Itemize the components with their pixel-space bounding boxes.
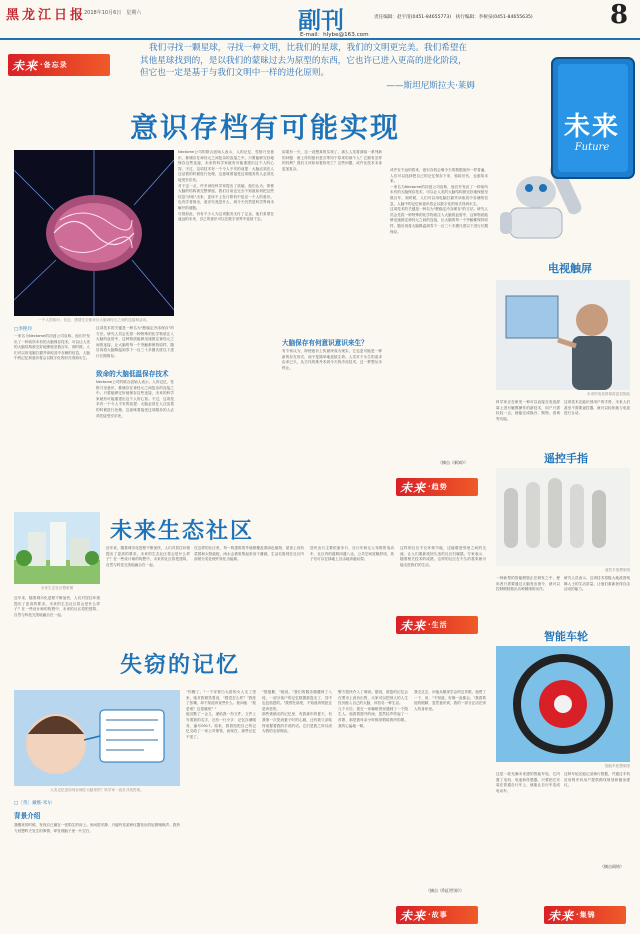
robot-screen-text: 未来 — [563, 112, 620, 142]
quote-text: 我们寻找一颗星球，寻找一种文明，比我们的星球，我们的文明更完美。我们希望在其他星球找到的，是以我们的蒙昧过去为原型的东西，它也许已进入更高的进化阶段，但它也一定是基于与我们文明中一样的进化原则。 — [140, 43, 467, 79]
paragraph: 研究人员表示，这项技术将极大地改善残障人士的生活质量，让他们重新获得自由活动的能力。 — [564, 576, 630, 592]
sidebar-caption-finger: 遥控手指想象图 — [604, 568, 630, 572]
masthead — [0, 0, 640, 38]
article1-title: 意识存档有可能实现 — [129, 111, 400, 144]
tv-touch-icon — [496, 280, 630, 390]
subheading: 背景介绍 — [14, 812, 41, 820]
paragraph: 那些被偷走的记忆里，有我童年的夏天，有我第一次见到妻子时的心跳，还有我父亲临终前握着我的手说的话。它们是我之所以成为我的全部理由。 — [262, 712, 332, 734]
article3-col3 — [338, 690, 408, 926]
tag-future-trend — [396, 478, 478, 496]
paragraph: 这是一款充满未来感的智能车轮，它内置了电机、电池和传感器，只要把它安装在普通自行车上，就能让自行车变成电动车。 — [496, 772, 560, 793]
tag-suffix: ·集锦 — [576, 911, 596, 919]
article2-title: 未来生态社区 — [110, 518, 255, 544]
editor-credits: 责任编辑：赵宇清(0451-84655773) 执行编辑：李树泉(0451-84655635) — [374, 15, 533, 20]
brain-image — [14, 150, 174, 316]
paragraph: 我走过去，问他从哪里学会的这首歌。他愣了一下，说："不知道，好像一直都会。"我看着他的眼睛，忽然意识到，我的一部分正活在别人的身体里。 — [414, 690, 486, 711]
tag-suffix: ·故事 — [428, 911, 448, 919]
paragraph: Nectome公司的联合创始人表示，人的记忆、性格乃至意识，都储存在神经元之间复杂的连接之中。只要能够完好地保存这些连接，未来的科学家就有可能重建出这个人的心智。不过，这项技术有一个令人不安的前提：大脑必须在人还活着的时候进行处理，这意味着接受这项服务的人必须先接受安乐死。 — [96, 380, 174, 418]
article3-col4 — [414, 690, 486, 886]
tag-suffix: ·趋势 — [428, 483, 448, 491]
eco-community-image — [14, 512, 100, 584]
paragraph: 几个月后，我在一家咖啡馆里遇到了一个陌生人。他看着窗外的雨，忽然轻声哼起了一首歌，那是我母亲小时候常唱给我听的歌。我的心猛地一紧。 — [338, 706, 408, 728]
article3-caption: 人类记忆是如何存储在大脑里的？科学家一直在寻找答案。 — [50, 788, 144, 792]
memory-image — [14, 690, 180, 786]
issue-date: 2018年10月6日 星期六 — [84, 10, 142, 16]
paragraph: 科学家正在研发一种可以直接在电视屏幕上进行触摸操作的新技术，用户只需轻轻一点，就能完成换台、购物、查询等功能。 — [496, 400, 560, 421]
paragraph: 一家名为Nectome的初创公司宣称，他们开发出了一种前所未有的大脑保存技术，可以让人类的大脑结构被完好地保留至数百年，到时候，人们可以用电脑扫描并读取其中存储的信息，人脑中的记忆和意识将会以数字化的形式得到永生。 — [390, 184, 488, 206]
brain-icon — [14, 150, 174, 316]
article1-caption: 一个人的知识、信念、感情完全都来自大脑神经元之间的连接和活动。 — [38, 318, 150, 322]
article3-title: 失窃的记忆 — [120, 652, 241, 678]
paragraph: Nectome公司的联合创始人表示，人的记忆、性格乃至意识，都储存在神经元之间复杂的连接之中。只要能够完好地保存这些连接，未来的科学家就有可能重建出这个人的心智。不过，这项技术有一个令人不安的前提：大脑必须在人还活着的时候进行处理，这意味着接受这项服务的人必须先接受安乐死。 — [178, 150, 274, 182]
future-robot-illustration — [496, 42, 640, 242]
tag-future-life — [396, 616, 478, 634]
epigraph-quote — [140, 42, 475, 94]
article1-byline: □李艳玲 — [14, 327, 33, 332]
article1-col3 — [282, 150, 382, 476]
tag-word: 未来 — [12, 58, 39, 73]
newspaper-logo: 黑龙江日报 — [6, 8, 87, 23]
tv-touch-image — [496, 280, 630, 390]
subheading: 大脑保存有何意识意识来生？ — [282, 339, 368, 347]
paragraph: 近年来，随着城市化进程不断加快，人们对居住环境提出了更高的要求。未来的生态社区将会是什么样子？在一些设计师的构想中，未来的社区将把建筑、自然与科技完美地融合在一起。 — [14, 596, 100, 617]
paragraph: 尽管如此，仍有不少人为这项服务支付了定金，他们希望在遥远的未来，自己的意识可以在数字世界中延续下去。 — [178, 211, 274, 222]
paragraph: 这项技术还能识别用户的手势，未来人们甚至不需要遥控器，就可以轻松地与电视进行互动。 — [564, 400, 630, 416]
article3-source: （摘自《科幻世界》） — [426, 888, 464, 893]
sidebar-caption-wheel: 智能车轮想象图 — [604, 764, 630, 768]
sidebar-source: （摘自网络） — [600, 864, 624, 869]
article1-body-lower — [14, 326, 174, 476]
paragraph: 在这样的社区里，每一栋建筑的外墙都覆盖着绿色植物，屋顶上设有菜园和太阳能板，雨水会被收集起来用于灌溉，生活垃圾则在社区内部被分类处理并转化为能源。 — [194, 546, 304, 562]
eco-building-icon — [14, 512, 100, 584]
article1-body-upper — [178, 150, 488, 476]
paragraph: 她沉默了一会儿，递给我一份文件。文件上写着我的名字，还有一行小字：记忆存储服务，编号0917。原来，我曾经把自己的记忆交给了一家公司保管，而现在，那些记忆不见了。 — [186, 712, 256, 739]
tag-future-album — [544, 906, 626, 924]
paragraph: 这样的社区不仅环保节能，还能增进邻里之间的交流，让人们重新找回久违的社区归属感。专家表示，随着相关技术的成熟，这样的社区在不久的将来就可能走进我们的生活。 — [400, 546, 486, 567]
sidebar — [492, 250, 634, 930]
finger-image — [496, 468, 630, 566]
article2-caption: 未来生态社区想象图 — [40, 586, 74, 590]
tag-future-story — [396, 906, 478, 924]
robot-screen-subtext: Future — [574, 142, 610, 153]
paragraph: 警方很快介入了调查。据说，被盗的记忆会在黑市上高价出售，买家可以把别人的人生经历植入自己的大脑，体验另一种生活。 — [338, 690, 408, 706]
paragraph: 如果有一天，这一设想真的实现了，那么人类将面临一系列新的问题：被上传的意识是否等同于原来的那个人？它拥有怎样的权利？我们又该如何看待死亡？这些问题，或许比技术本身更加复杂。 — [282, 150, 382, 171]
article1-source: （摘自《新知》） — [438, 460, 468, 465]
wheel-image — [496, 646, 630, 762]
paragraph: 这项技术的关键是一种名为"醛稳定冷冻保存"的方法。研究人员会先将一种特殊的化学物质注入大脑的血管中，这种物质能够迅速固定神经元之间的连接，让大脑的每一个突触都保持原样，随后再将大脑降温到零下一百三十多摄氏度以下进行长期保存。 — [390, 207, 488, 234]
quote-author: ——斯坦尼斯拉夫·莱姆 — [386, 80, 475, 91]
paragraph: 近年来，随着城市化进程不断加快，人们对居住环境提出了更高的要求。未来的生态社区将会是什么样子？在一些设计师的构想中，未来的社区将把建筑、自然与科技完美地融合在一起。 — [106, 546, 190, 567]
article3-intro — [14, 800, 180, 930]
tag-word: 未来 — [548, 908, 575, 923]
paragraph: 我醒来的时候，发现自己躺在一张陌生的床上。房间很安静，只能听见某种仪器发出的轻微嗡嗡声。我努力回想昨天发生的事情，却发现脑子里一片空白。 — [14, 823, 180, 833]
paragraph: 一家名为Nectome的初创公司宣称，他们开发出了一种前所未有的大脑保存技术，可以让人类的大脑结构被完好地保留至数百年，到时候，人们可以用电脑扫描并读取其中存储的信息，人脑中的记忆和意识将会以数字化的形式得到永生。 — [14, 334, 90, 361]
paragraph: 对于这一点，许多神经科学家提出了质疑。他们认为，即使大脑的结构被完整保留，我们目前也完全不知道如何把这些信息"读取"出来，更谈不上在计算机中复活一个人的意识。也有学者指出，意识究竟是什么，到今天仍然是科学界尚未解开的谜题。 — [178, 183, 274, 210]
tag-word: 未来 — [400, 618, 427, 633]
paragraph: "你醒了。"一个穿着白大褂的女人走了进来，她对我微笑着说，"感觉怎么样？"我张了张嘴，却不知道该说些什么。我问她："我是谁？这是哪里？" — [186, 690, 256, 711]
article3-col2 — [262, 690, 332, 926]
article3-body — [186, 690, 486, 930]
paragraph: 居民出行主要依靠步行、自行车和无人驾驶的电动车，社区内的道路四通八达，公共空间宽敞舒适，孩子们可以在绿地上自由地奔跑玩耍。 — [310, 546, 394, 562]
section-name: 副刊 — [298, 7, 344, 34]
article3-byline: □［英］戴维·米尔 — [14, 801, 52, 806]
subheading: 致命的大脑低温保存技术 — [96, 370, 169, 378]
tag-suffix: ·备忘录 — [40, 61, 68, 69]
robotic-finger-icon — [496, 468, 630, 566]
tag-word: 未来 — [400, 908, 427, 923]
paragraph: 一种新型的智能假肢正在研发之中，使用者只需要通过大脑发出指令，就可以控制假肢做出各种精细的动作。 — [496, 576, 560, 592]
header-rule — [0, 38, 640, 40]
article1-col4 — [390, 168, 488, 458]
paragraph: 这种车轮还能记录骑行数据，并通过手机应用程序向用户提供路线规划和健身建议。 — [564, 772, 630, 788]
sidebar-title-tv: 电视触屏 — [548, 262, 592, 275]
tag-future-memo — [8, 54, 110, 76]
article3-col1 — [186, 690, 256, 926]
paragraph: 有专家认为，即使意识上传最终成为现实，它也更可能是一种新的存在形式，而不是简单地延续生命。人类对于永生的追求由来已久，从古代的炼丹术到今天的冷冻技术，这一梦想从未停止。 — [282, 349, 382, 370]
tag-suffix: ·生活 — [428, 621, 448, 629]
paragraph: "很抱歉，"她说，"我们的服务器遭到了入侵，一部分客户的记忆数据被盗走了，其中也包括您的。"我愣在那里，不知道该愤怒还是该悲伤。 — [262, 690, 332, 711]
sidebar-caption-tv: 未来的电视屏幕将更加智能 — [586, 392, 630, 396]
memory-head-icon — [14, 690, 180, 786]
article1-col2 — [178, 150, 274, 476]
section-email: E-mail：hlybe@163.com — [300, 32, 369, 38]
paragraph: 这项技术的关键是一种名为"醛稳定冷冻保存"的方法。研究人员会先将一种特殊的化学物质注入大脑的血管中，这种物质能够迅速固定神经元之间的连接，让大脑的每一个突触都保持原样，随后再将大脑降温到零下一百三十多摄氏度以下进行长期保存。 — [96, 326, 174, 358]
page-number: 8 — [610, 0, 629, 30]
tag-word: 未来 — [400, 480, 427, 495]
sidebar-title-wheel: 智能车轮 — [544, 630, 588, 643]
paragraph: 或许在不远的将来，意识存档会像今天的数据备份一样普遍，人们可以选择把自己的记忆保存下来，留给后代，也留给未来。 — [390, 168, 488, 184]
article1-col1b — [96, 326, 174, 476]
smart-wheel-icon — [496, 646, 630, 762]
sidebar-title-finger: 遥控手指 — [544, 452, 588, 465]
